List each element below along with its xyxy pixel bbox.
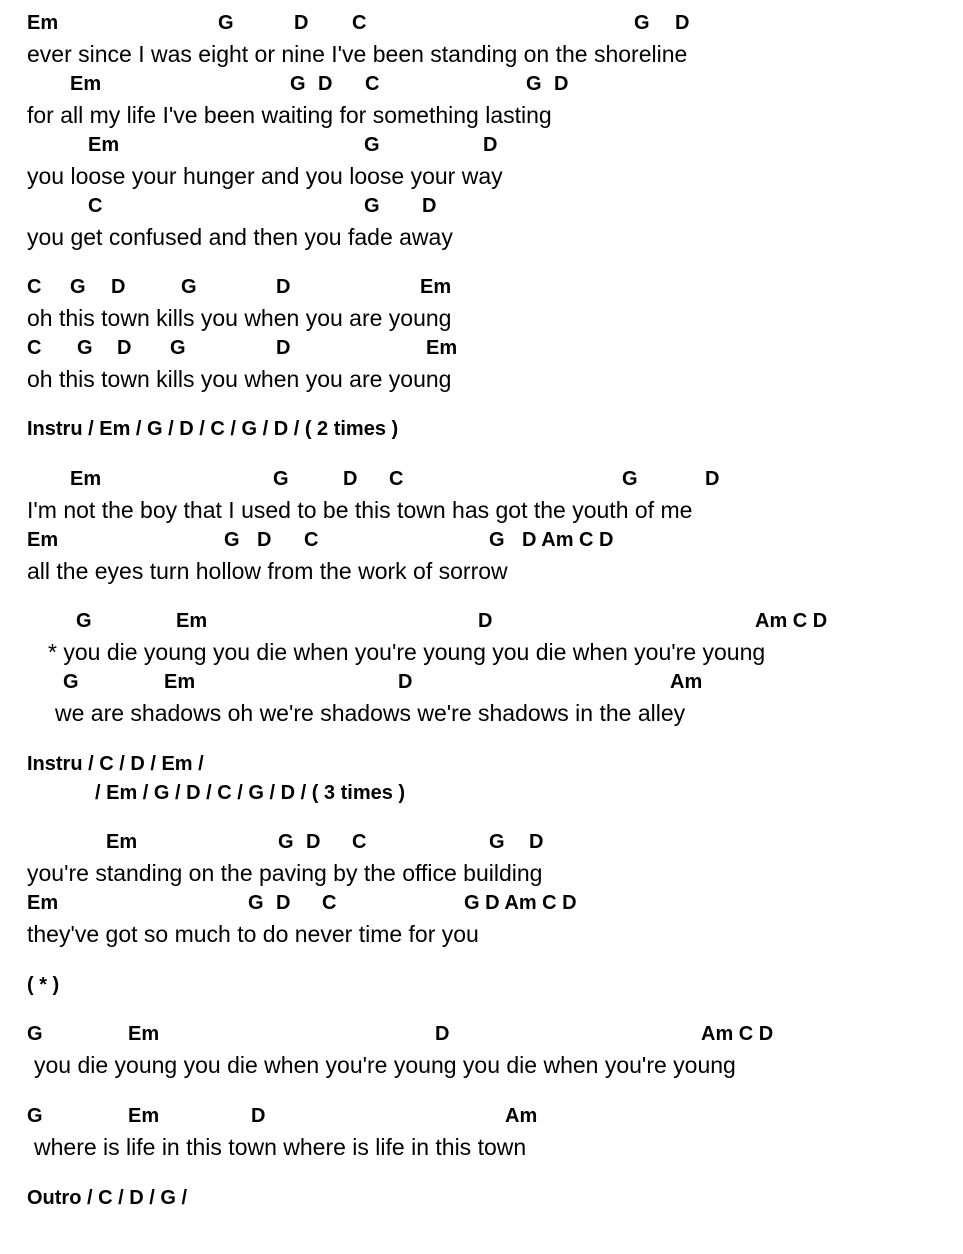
chord: Em — [27, 529, 59, 551]
chord: C — [352, 831, 367, 853]
chord: D — [554, 73, 569, 95]
chord: Em — [176, 610, 208, 632]
chord: G D Am C D — [464, 892, 577, 914]
chord: G — [218, 12, 234, 34]
chord: D — [276, 892, 291, 914]
chord: Em — [164, 671, 196, 693]
lyric-line: they've got so much to do never time for you — [27, 921, 479, 947]
chord: D — [294, 12, 309, 34]
chord: G — [526, 73, 542, 95]
chord: Em — [106, 831, 138, 853]
chord: C — [352, 12, 367, 34]
lyric-line: you're standing on the paving by the office building — [27, 860, 543, 886]
chord: D Am C D — [522, 529, 614, 551]
chord: D — [276, 337, 291, 359]
lyric-line: where is life in this town where is life in this town — [34, 1134, 527, 1160]
chord: Em — [27, 892, 59, 914]
chord: G — [290, 73, 306, 95]
chord: C — [88, 195, 103, 217]
lyric-line: you loose your hunger and you loose your way — [27, 163, 503, 189]
chord: D — [483, 134, 498, 156]
lyric-line: you die young you die when you're young you die when you're young — [34, 1052, 736, 1078]
lyric-line: you get confused and then you fade away — [27, 224, 453, 250]
chord: D — [318, 73, 333, 95]
chord: D — [675, 12, 690, 34]
chord: G — [489, 831, 505, 853]
chord: Em — [426, 337, 458, 359]
instrumental-line: / Em / G / D / C / G / D / ( 3 times ) — [95, 782, 406, 804]
chord: G — [27, 1023, 43, 1045]
chord: G — [224, 529, 240, 551]
chord: G — [278, 831, 294, 853]
lyric-line: I'm not the boy that I used to be this town has got the youth of me — [27, 497, 693, 523]
chord: C — [27, 337, 42, 359]
chord: D — [705, 468, 720, 490]
chord: G — [76, 610, 92, 632]
chord: C — [322, 892, 337, 914]
chord: Am — [670, 671, 703, 693]
instrumental-line: Instru / C / D / Em / — [27, 753, 204, 775]
chord: G — [622, 468, 638, 490]
chord: G — [364, 134, 380, 156]
chord: C — [304, 529, 319, 551]
lyric-line: oh this town kills you when you are young — [27, 305, 452, 331]
lyric-line: we are shadows oh we're shadows we're shadows in the alley — [55, 700, 686, 726]
lyric-line: all the eyes turn hollow from the work of sorrow — [27, 558, 508, 584]
chord: D — [422, 195, 437, 217]
chord: D — [251, 1105, 266, 1127]
repeat-marker: ( * ) — [27, 974, 60, 996]
chord: D — [111, 276, 126, 298]
chord: G — [364, 195, 380, 217]
chord: Em — [420, 276, 452, 298]
chord: D — [398, 671, 413, 693]
chord: D — [276, 276, 291, 298]
chord: G — [273, 468, 289, 490]
chord: D — [529, 831, 544, 853]
chord: G — [181, 276, 197, 298]
chord: D — [343, 468, 358, 490]
chord: Em — [70, 468, 102, 490]
chord: G — [489, 529, 505, 551]
chord: D — [257, 529, 272, 551]
lyric-line: ever since I was eight or nine I've been standing on the shoreline — [27, 41, 688, 67]
chord: Em — [128, 1023, 160, 1045]
outro-line: Outro / C / D / G / — [27, 1187, 187, 1209]
lyric-line: * you die young you die when you're young you die when you're young — [48, 639, 766, 665]
chord: Em — [88, 134, 120, 156]
chord: D — [478, 610, 493, 632]
chord: C — [27, 276, 42, 298]
chord: Am C D — [755, 610, 828, 632]
chord: G — [77, 337, 93, 359]
chord: G — [170, 337, 186, 359]
chord: D — [435, 1023, 450, 1045]
chord: G — [70, 276, 86, 298]
chord: G — [248, 892, 264, 914]
instrumental-line: Instru / Em / G / D / C / G / D / ( 2 times ) — [27, 418, 399, 440]
chord: C — [365, 73, 380, 95]
chord: Am C D — [701, 1023, 774, 1045]
lyric-line: oh this town kills you when you are young — [27, 366, 452, 392]
chord: C — [389, 468, 404, 490]
chord: G — [63, 671, 79, 693]
chord: D — [306, 831, 321, 853]
chord: Em — [70, 73, 102, 95]
chord: Em — [128, 1105, 160, 1127]
chord: G — [27, 1105, 43, 1127]
lyric-line: for all my life I've been waiting for something lasting — [27, 102, 552, 128]
chord: D — [117, 337, 132, 359]
chord: Em — [27, 12, 59, 34]
chord: G — [634, 12, 650, 34]
chord: Am — [505, 1105, 538, 1127]
